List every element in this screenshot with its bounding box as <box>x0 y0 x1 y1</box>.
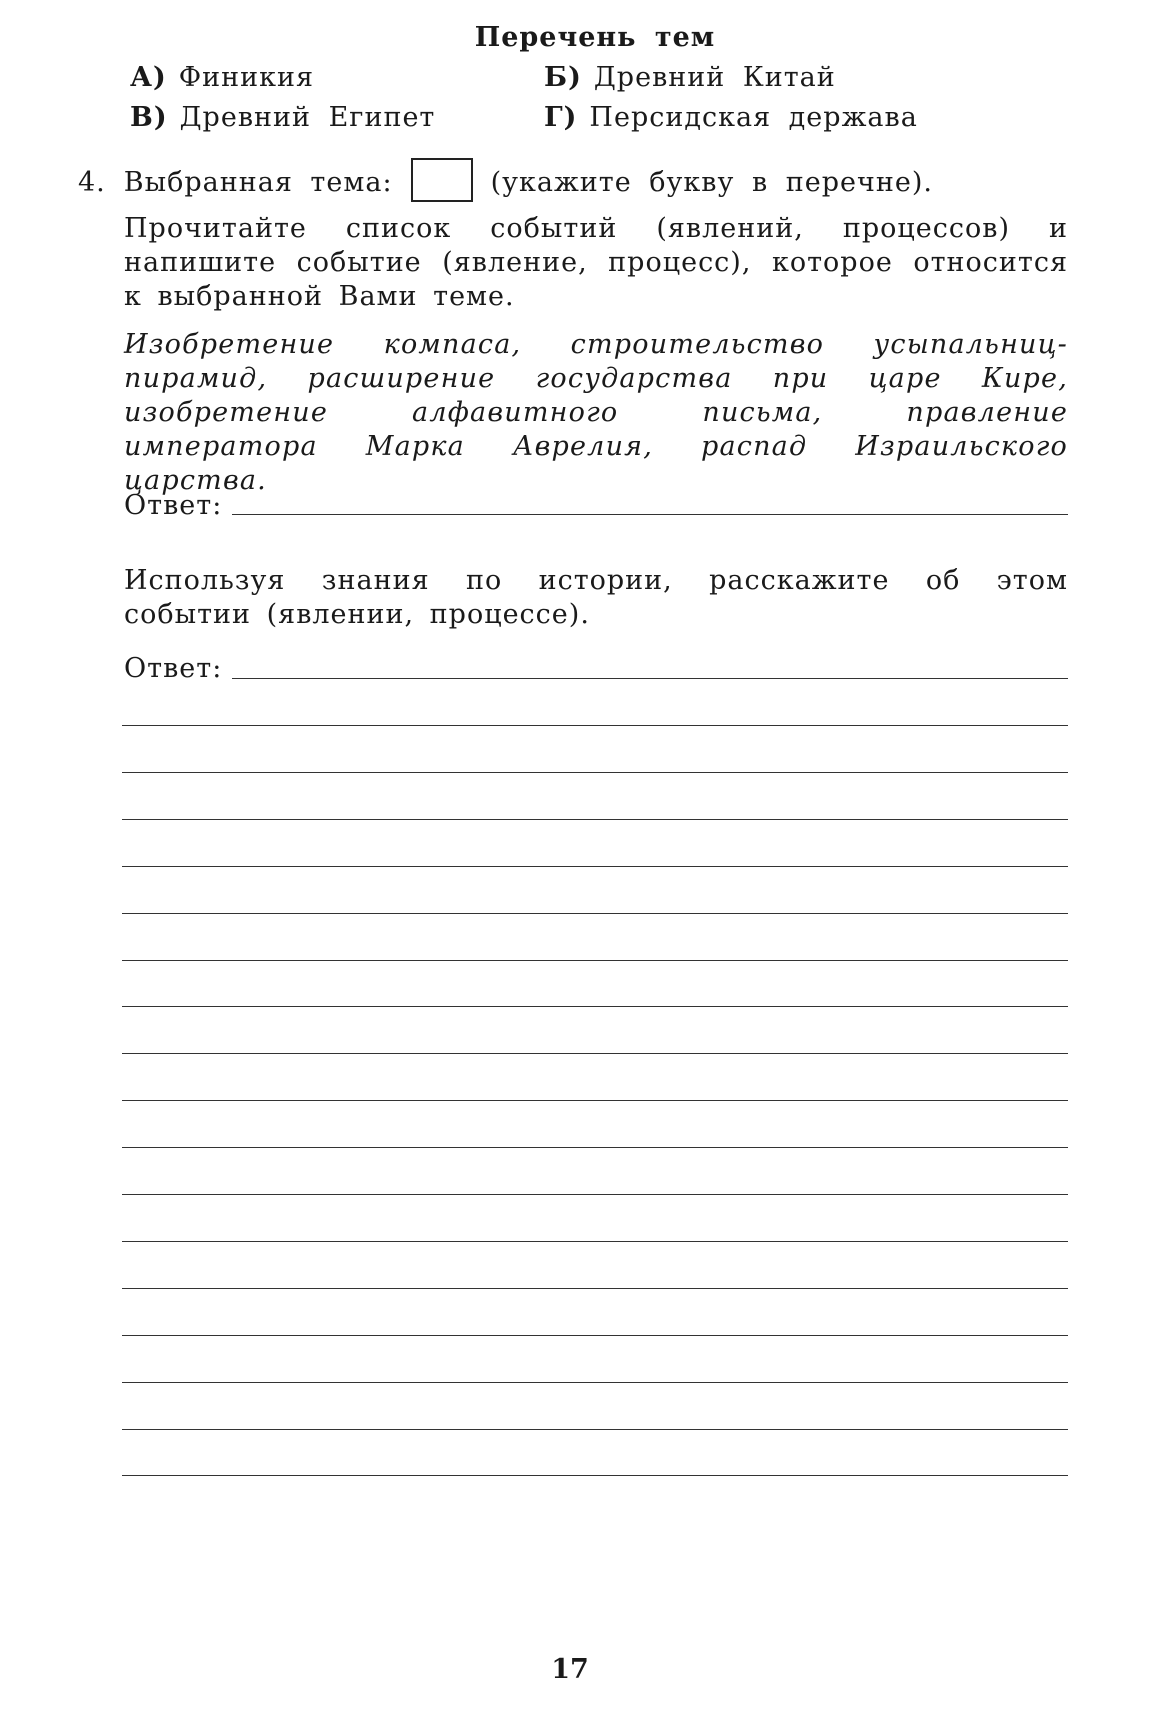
question-number: 4. <box>78 166 106 198</box>
topics-heading: Перечень тем <box>474 22 716 53</box>
writing-line[interactable] <box>122 1194 1068 1195</box>
selected-topic-row <box>78 160 933 204</box>
topic-name: Древний Китай <box>593 62 836 93</box>
writing-line[interactable] <box>122 725 1068 726</box>
selected-topic-hint: (укажите букву в перечне). <box>490 166 933 198</box>
writing-line[interactable] <box>122 1429 1068 1430</box>
topic-name: Персидская держава <box>589 102 918 133</box>
writing-line[interactable] <box>122 772 1068 773</box>
writing-line[interactable] <box>122 913 1068 914</box>
writing-line[interactable] <box>122 819 1068 820</box>
writing-line[interactable] <box>122 1006 1068 1007</box>
answer1-label: Ответ: <box>124 490 223 521</box>
writing-line[interactable] <box>122 1100 1068 1101</box>
topic-g <box>544 102 918 133</box>
writing-line[interactable] <box>122 1241 1068 1242</box>
writing-line[interactable] <box>122 1147 1068 1148</box>
writing-line[interactable] <box>122 1382 1068 1383</box>
topic-v <box>130 102 435 133</box>
writing-line[interactable] <box>122 1053 1068 1054</box>
answer1-line[interactable] <box>232 514 1068 515</box>
prompt2-text: Используя знания по истории, расскажите об этом событии (явлении, процессе). <box>124 565 1068 630</box>
topic-letter: Г) <box>544 102 578 133</box>
topic-letter: Б) <box>544 62 582 93</box>
topic-name: Древний Египет <box>179 102 436 133</box>
events-list: Изобретение компаса, строительство усыпальниц-пирамид, расширение государства при царе Кире, изобретение алфавитного письма, правление императора Марка Аврелия, распад Израильского царства. <box>124 329 1068 496</box>
writing-line[interactable] <box>122 1475 1068 1476</box>
writing-line[interactable] <box>122 866 1068 867</box>
topic-a <box>130 62 314 93</box>
topic-b <box>544 62 836 93</box>
selected-topic-label: Выбранная тема: <box>123 166 393 198</box>
writing-line[interactable] <box>122 960 1068 961</box>
answer2-line[interactable] <box>232 678 1068 679</box>
instruction-text: Прочитайте список событий (явлений, процессов) и напишите событие (явление, процесс), которое относится к выбранной Вами теме. <box>124 213 1068 312</box>
page-number: 17 <box>551 1654 589 1685</box>
writing-line[interactable] <box>122 1288 1068 1289</box>
selected-topic-box[interactable] <box>411 158 473 202</box>
topic-letter: В) <box>130 102 168 133</box>
topic-name: Финикия <box>178 62 315 93</box>
answer2-label: Ответ: <box>124 653 223 684</box>
topic-letter: А) <box>130 62 167 93</box>
writing-line[interactable] <box>122 1335 1068 1336</box>
